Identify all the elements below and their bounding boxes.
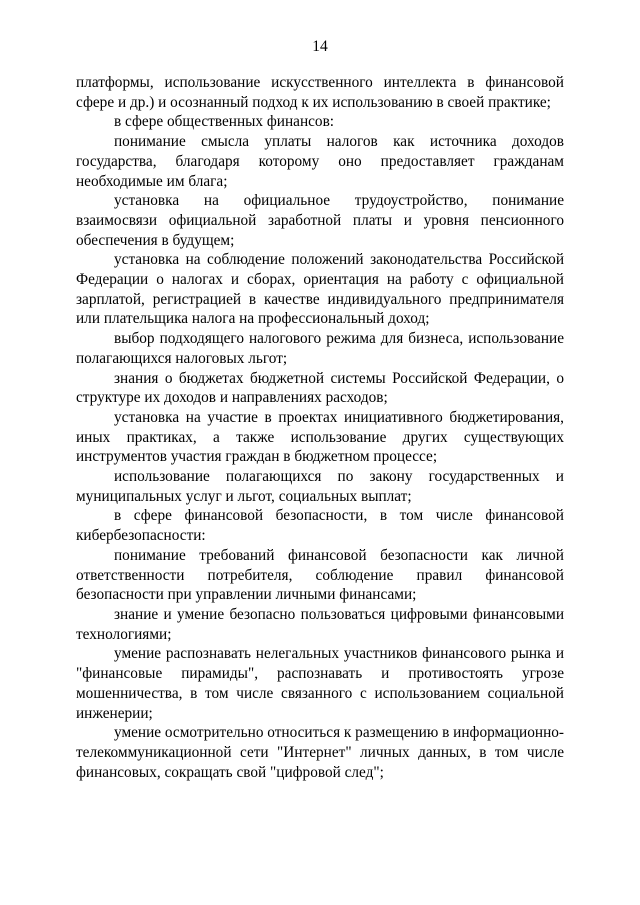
paragraph: понимание смысла уплаты налогов как источника доходов государства, благодаря которому оно предоставляет гражданам необходимые им блага; [76,133,564,190]
paragraph: использование полагающихся по закону государственных и муниципальных услуг и льгот, социальных выплат; [76,468,564,505]
page-number: 14 [312,38,328,55]
paragraph: платформы, использование искусственного интеллекта в финансовой сфере и др.) и осознанный подход к их использованию в своей практике; [76,74,564,111]
paragraph: в сфере финансовой безопасности, в том числе финансовой кибербезопасности: [76,507,564,545]
paragraph: умение осмотрительно относиться к размещению в информационно-телекоммуникационной сети "Интернет" личных данных, в том числе финансовых, сокращать свой "цифровой след"; [76,724,565,781]
paragraph: установка на официальное трудоустройство, понимание взаимосвязи официальной заработной платы и уровня пенсионного обеспечения в будущем; [76,192,564,249]
paragraph: понимание требований финансовой безопасности как личной ответственности потребителя, соблюдение правил финансовой безопасности при управлении личными финансами; [76,546,564,604]
paragraph: установка на соблюдение положений законодательства Российской Федерации о налогах и сборах, ориентация на работу с официальной зарплатой, регистрацией в качестве индивидуального предпринимателя или плательщика налога на профессиональный доход; [76,251,564,328]
paragraph: знание и умение безопасно пользоваться цифровыми финансовыми технологиями; [76,605,564,643]
paragraph: в сфере общественных финансов: [114,113,335,131]
paragraph: умение распознавать нелегальных участников финансового рынка и "финансовые пирамиды", распознавать и противостоять угрозе мошенничества, в том числе связанного с использованием социальной инженерии; [76,645,564,722]
paragraph: знания о бюджетах бюджетной системы Российской Федерации, о структуре их доходов и направлениях расходов; [76,369,564,407]
paragraph: установка на участие в проектах инициативного бюджетирования, иных практиках, а также использование других существующих инструментов участия граждан в бюджетном процессе; [76,408,564,466]
body-text [76,73,564,782]
paragraph: выбор подходящего налогового режима для бизнеса, использование полагающихся налоговых льгот; [76,330,564,367]
